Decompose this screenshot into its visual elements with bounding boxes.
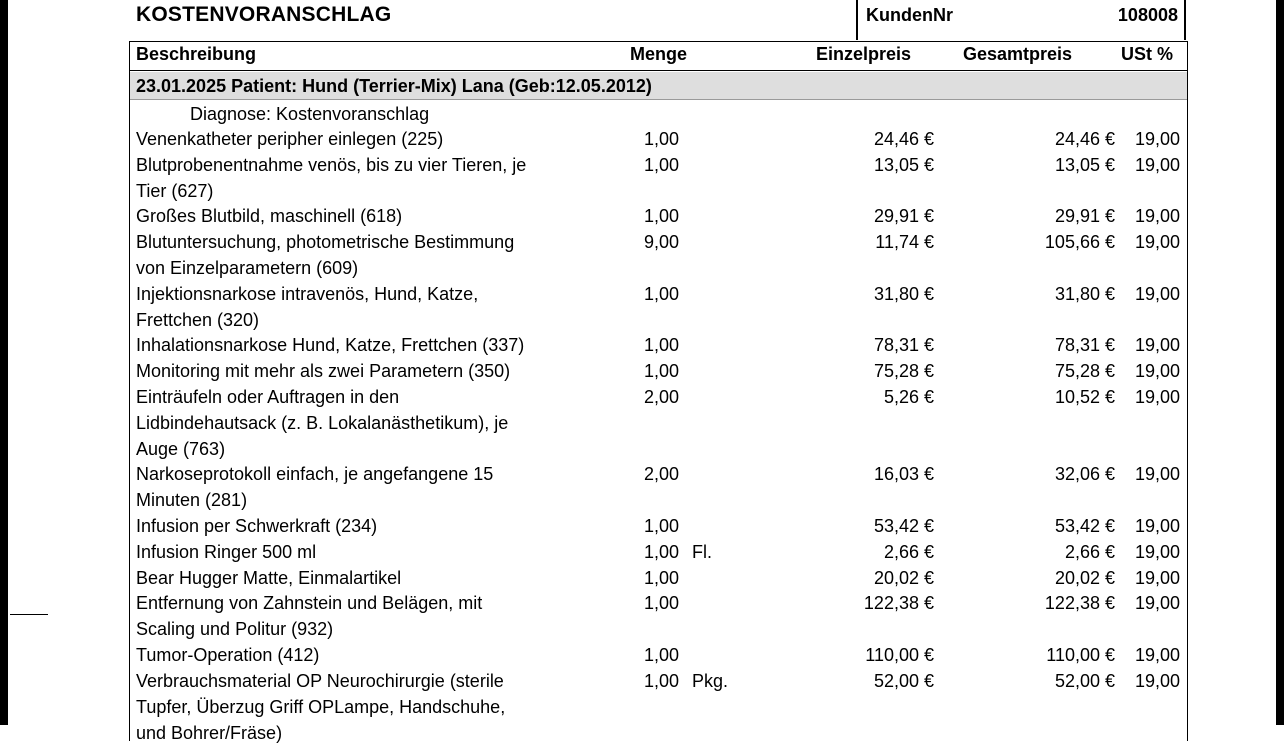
- line-item-quantity: 1,00: [643, 155, 679, 175]
- margin-mark: [10, 614, 48, 615]
- line-item-description: Infusion per Schwerkraft (234): [136, 516, 378, 536]
- line-item-description: Einträufeln oder Auftragen in den Lidbindehautsack (z. B. Lokalanästhetikum), je Auge (763): [136, 387, 509, 459]
- line-item-unit-price: 20,02 €: [873, 568, 934, 588]
- line-item-total: 2,66 €: [1064, 542, 1115, 562]
- line-item-quantity: 1,00: [643, 335, 679, 355]
- line-item-unit-price: 122,38 €: [863, 593, 934, 613]
- line-item-total: 10,52 €: [1054, 387, 1115, 407]
- line-item-vat: 19,00: [1134, 155, 1180, 175]
- line-item-unit-price: 11,74 €: [875, 232, 934, 252]
- column-header-total-price: Gesamtpreis: [963, 44, 1073, 64]
- line-item-description: Injektionsnarkose intravenös, Hund, Katze, Frettchen (320): [136, 284, 479, 330]
- line-item-description: Großes Blutbild, maschinell (618): [136, 206, 403, 226]
- line-item-total: 52,00 €: [1054, 671, 1115, 691]
- header-divider: [129, 70, 1188, 71]
- line-item-total: 29,91 €: [1054, 206, 1115, 226]
- line-item-quantity: 1,00: [643, 645, 679, 665]
- line-item-quantity: 1,00: [643, 568, 679, 588]
- line-item-unit-price: 75,28 €: [873, 361, 934, 381]
- column-header-unit-price: Einzelpreis: [816, 44, 912, 64]
- line-item-description: Monitoring mit mehr als zwei Parametern (350): [136, 361, 511, 381]
- customer-number-value: 108008: [1117, 5, 1178, 25]
- line-item-quantity: 1,00: [643, 206, 679, 226]
- line-item-unit-price: 16,03 €: [873, 464, 934, 484]
- line-item-total: 53,42 €: [1054, 516, 1115, 536]
- line-item-total: 75,28 €: [1054, 361, 1115, 381]
- line-item-unit-price: 78,31 €: [873, 335, 934, 355]
- diagnosis-line: Diagnose: Kostenvoranschlag: [190, 104, 430, 124]
- line-item-vat: 19,00: [1134, 671, 1180, 691]
- line-item-total: 122,38 €: [1044, 593, 1115, 613]
- line-item-vat: 19,00: [1134, 593, 1180, 613]
- line-item-unit: Fl.: [692, 542, 712, 562]
- line-item-description: Narkoseprotokoll einfach, je angefangene 15 Minuten (281): [136, 464, 494, 510]
- line-item-total: 78,31 €: [1054, 335, 1115, 355]
- line-item-vat: 19,00: [1134, 232, 1180, 252]
- line-item-vat: 19,00: [1134, 361, 1180, 381]
- column-header-vat: USt %: [1121, 44, 1174, 64]
- line-item-total: 32,06 €: [1054, 464, 1115, 484]
- line-item-vat: 19,00: [1134, 645, 1180, 665]
- line-item-unit-price: 13,05 €: [873, 155, 934, 175]
- line-item-quantity: 2,00: [643, 464, 679, 484]
- line-item-description: Infusion Ringer 500 ml: [136, 542, 317, 562]
- viewer-right-edge: [1276, 0, 1284, 725]
- line-item-unit-price: 5,26 €: [883, 387, 934, 407]
- line-item-quantity: 1,00: [643, 516, 679, 536]
- line-item-unit-price: 2,66 €: [883, 542, 934, 562]
- line-item-quantity: 9,00: [643, 232, 679, 252]
- line-item-quantity: 1,00: [643, 129, 679, 149]
- document-title: KOSTENVORANSCHLAG: [136, 3, 392, 26]
- line-item-unit-price: 52,00 €: [873, 671, 934, 691]
- line-item-vat: 19,00: [1134, 284, 1180, 304]
- column-header-description: Beschreibung: [136, 44, 257, 64]
- line-item-quantity: 1,00: [643, 361, 679, 381]
- line-item-unit: Pkg.: [692, 671, 729, 691]
- line-item-vat: 19,00: [1134, 129, 1180, 149]
- line-item-description: Blutprobenentnahme venös, bis zu vier Tieren, je Tier (627): [136, 155, 527, 201]
- viewer-left-edge: [0, 0, 8, 725]
- line-item-total: 24,46 €: [1054, 129, 1115, 149]
- line-item-description: Verbrauchsmaterial OP Neurochirurgie (sterile Tupfer, Überzug Griff OPLampe, Handschuhe, und Bohrer/Fräse): [136, 671, 506, 743]
- line-item-total: 13,05 €: [1054, 155, 1115, 175]
- line-item-description: Venenkatheter peripher einlegen (225): [136, 129, 444, 149]
- line-item-vat: 19,00: [1134, 516, 1180, 536]
- patient-line: 23.01.2025 Patient: Hund (Terrier-Mix) Lana (Geb:12.05.2012): [136, 76, 652, 96]
- line-item-total: 20,02 €: [1054, 568, 1115, 588]
- line-item-vat: 19,00: [1134, 464, 1180, 484]
- customer-number-label: KundenNr: [866, 5, 953, 25]
- line-item-unit-price: 53,42 €: [873, 516, 934, 536]
- line-item-description: Tumor-Operation (412): [136, 645, 320, 665]
- line-item-description: Blutuntersuchung, photometrische Bestimmung von Einzelparametern (609): [136, 232, 515, 278]
- line-item-quantity: 1,00: [643, 284, 679, 304]
- line-item-vat: 19,00: [1134, 568, 1180, 588]
- column-header-quantity: Menge: [630, 44, 688, 64]
- line-item-quantity: 1,00: [643, 671, 679, 691]
- line-item-vat: 19,00: [1134, 542, 1180, 562]
- line-item-quantity: 1,00: [643, 593, 679, 613]
- line-item-total: 110,00 €: [1046, 645, 1115, 665]
- line-item-vat: 19,00: [1134, 206, 1180, 226]
- line-item-description: Entfernung von Zahnstein und Belägen, mit Scaling und Politur (932): [136, 593, 483, 639]
- line-item-quantity: 1,00: [643, 542, 679, 562]
- line-item-description: Bear Hugger Matte, Einmalartikel: [136, 568, 402, 588]
- line-item-unit-price: 31,80 €: [873, 284, 934, 304]
- line-item-vat: 19,00: [1134, 335, 1180, 355]
- line-item-total: 105,66 €: [1044, 232, 1115, 252]
- line-item-total: 31,80 €: [1054, 284, 1115, 304]
- line-item-unit-price: 29,91 €: [873, 206, 934, 226]
- line-item-unit-price: 24,46 €: [873, 129, 934, 149]
- line-item-quantity: 2,00: [643, 387, 679, 407]
- line-item-description: Inhalationsnarkose Hund, Katze, Frettchen (337): [136, 335, 525, 355]
- line-item-unit-price: 110,00 €: [865, 645, 934, 665]
- line-item-vat: 19,00: [1134, 387, 1180, 407]
